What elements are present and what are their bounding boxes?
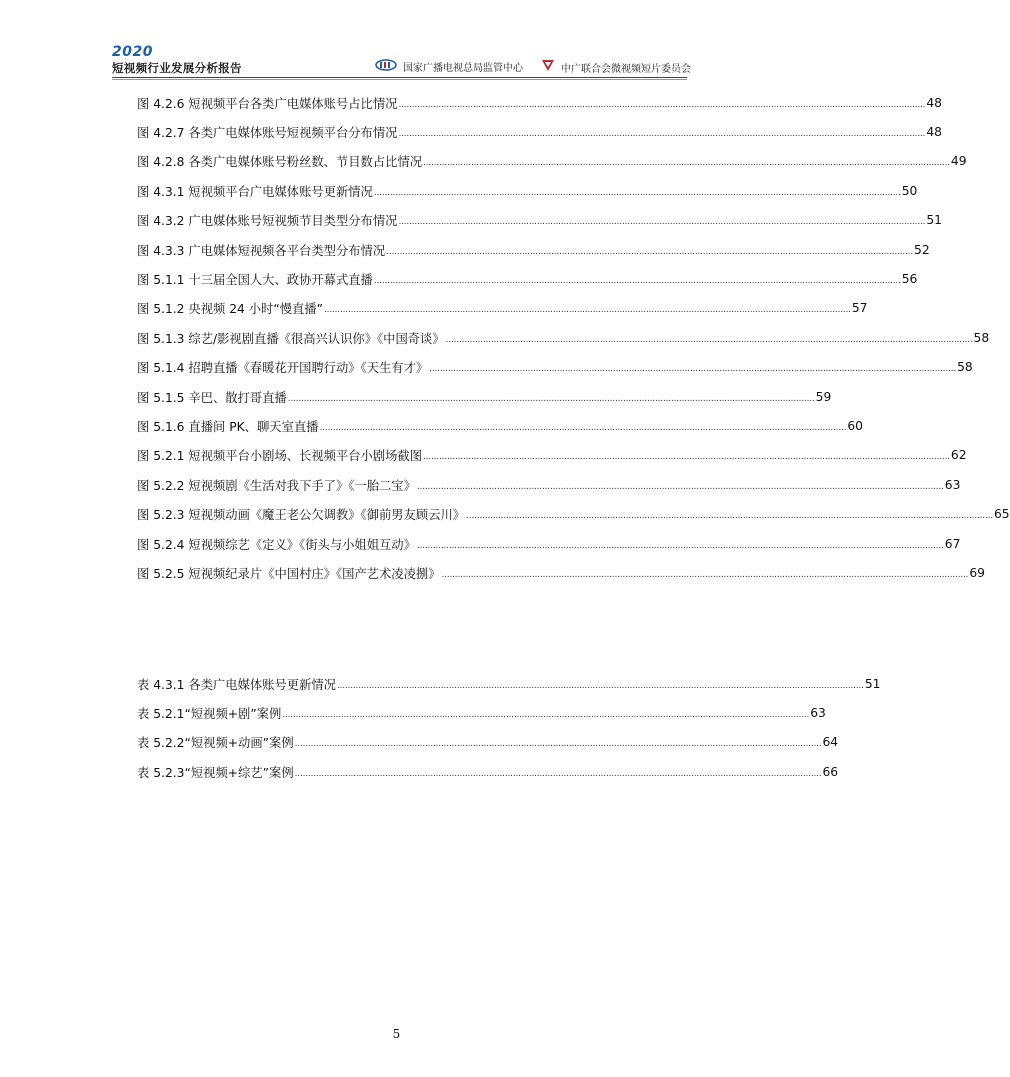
toc-leader: ...................................................................................................................................................................................................... xyxy=(336,680,864,691)
toc-entry-label: 图 5.2.4 短视频综艺《定义》《街头与小姐姐互动》 xyxy=(137,537,416,552)
header-rule xyxy=(112,77,687,78)
toc-leader: ...................................................................................................................................................................................................... xyxy=(282,710,810,721)
toc-entry[interactable] xyxy=(137,757,839,786)
toc-entry[interactable] xyxy=(137,353,973,382)
toc-entry[interactable] xyxy=(137,499,1010,528)
toc-entry-label: 图 4.2.7 各类广电媒体账号短视频平台分布情况 xyxy=(137,126,398,141)
org-left-name: 国家广播电视总局监管中心 xyxy=(403,63,523,74)
toc-entry-label: 图 4.2.8 各类广电媒体账号粉丝数、节目数占比情况 xyxy=(137,155,423,170)
toc-leader: ...................................................................................................................................................................................................... xyxy=(398,129,926,140)
toc-entry-page: 60 xyxy=(847,418,863,433)
header-rule-thin xyxy=(112,79,687,80)
report-title: 短视频行业发展分析报告 xyxy=(112,61,242,75)
toc-entry-page: 56 xyxy=(901,272,918,287)
toc-entry[interactable] xyxy=(137,117,942,146)
toc-entry-page: 48 xyxy=(926,125,942,140)
toc-entry-page: 50 xyxy=(901,183,918,198)
toc-entry-page: 51 xyxy=(864,676,881,691)
toc-leader: ...................................................................................................................................................................................................... xyxy=(423,158,950,169)
ncrtv-logo-icon xyxy=(375,59,397,74)
toc-entry-label: 图 5.1.6 直播间 PK、聊天室直播 xyxy=(137,419,319,434)
toc-entry-page: 63 xyxy=(944,477,961,492)
toc-entry[interactable] xyxy=(137,88,942,117)
page-header xyxy=(0,0,793,80)
toc-leader: ...................................................................................................................................................................................................... xyxy=(294,739,822,750)
toc-leader: ...................................................................................................................................................................................................... xyxy=(319,422,847,433)
toc-leader: ...................................................................................................................................................................................................... xyxy=(423,452,950,463)
toc-leader: ...................................................................................................................................................................................................... xyxy=(441,569,969,580)
toc-leader: ...................................................................................................................................................................................................... xyxy=(287,393,815,404)
toc-entry[interactable] xyxy=(137,206,942,235)
toc-entry-label: 表 4.3.1 各类广电媒体账号更新情况 xyxy=(137,677,336,692)
toc-entry-page: 58 xyxy=(973,330,990,345)
toc-entry-label: 图 5.2.3 短视频动画《魔王老公欠调教》《御前男友顾云川》 xyxy=(137,508,466,523)
toc-entry-page: 58 xyxy=(957,360,973,375)
toc-entry-label: 图 5.2.1 短视频平台小剧场、长视频平台小剧场截图 xyxy=(137,449,423,464)
toc-leader: ...................................................................................................................................................................................................... xyxy=(429,364,957,375)
toc-entry-page: 67 xyxy=(944,536,961,551)
toc-entry[interactable] xyxy=(137,382,832,411)
toc-entry-label: 表 5.2.2“短视频+动画”案例 xyxy=(137,736,294,751)
toc-entry[interactable] xyxy=(137,147,967,176)
toc-entry-label: 图 5.1.2 央视频 24 小时“慢直播” xyxy=(137,302,323,317)
page-number: 5 xyxy=(392,1027,401,1041)
org-right-name: 中广联合会微视频短片委员会 xyxy=(561,63,691,75)
toc-entry-label: 图 4.2.6 短视频平台各类广电媒体账号占比情况 xyxy=(137,96,398,111)
toc-leader: ...................................................................................................................................................................................................... xyxy=(324,305,851,316)
toc-entry[interactable] xyxy=(137,294,868,323)
toc-entry-label: 表 5.2.1“短视频+剧”案例 xyxy=(137,707,282,722)
toc-entry[interactable] xyxy=(137,176,918,205)
toc-leader: ...................................................................................................................................................................................................... xyxy=(373,187,901,198)
toc-entry[interactable] xyxy=(137,411,863,440)
toc-leader: ...................................................................................................................................................................................................... xyxy=(445,334,973,345)
toc-entry[interactable] xyxy=(137,728,839,757)
toc-leader: ...................................................................................................................................................................................................... xyxy=(386,246,914,257)
toc-leader: ...................................................................................................................................................................................................... xyxy=(466,511,993,522)
toc-entry-page: 63 xyxy=(810,706,826,721)
toc-entry-label: 图 5.1.3 综艺/影视剧直播《很高兴认识你》《中国奇谈》 xyxy=(137,331,445,346)
toc-leader: ...................................................................................................................................................................................................... xyxy=(373,276,901,287)
table-list xyxy=(137,669,881,787)
toc-leader: ...................................................................................................................................................................................................... xyxy=(416,540,944,551)
figure-list xyxy=(137,88,1010,588)
toc-entry-label: 图 5.1.5 辛巴、散打哥直播 xyxy=(137,390,287,405)
toc-entry[interactable] xyxy=(137,264,918,293)
toc-entry[interactable] xyxy=(137,441,967,470)
toc-entry[interactable] xyxy=(137,323,990,352)
toc-entry-page: 64 xyxy=(822,735,839,750)
toc-entry-label: 图 4.3.2 广电媒体账号短视频节目类型分布情况 xyxy=(137,214,398,229)
toc-entry[interactable] xyxy=(137,529,961,558)
toc-entry[interactable] xyxy=(137,470,961,499)
cava-logo-icon xyxy=(541,59,555,75)
org-left xyxy=(375,59,523,74)
toc-entry[interactable] xyxy=(137,235,930,264)
toc-entry-label: 图 4.3.1 短视频平台广电媒体账号更新情况 xyxy=(137,184,373,199)
toc-entry[interactable] xyxy=(137,669,881,698)
toc-entry-label: 表 5.2.3“短视频+综艺”案例 xyxy=(137,765,294,780)
toc-leader: ...................................................................................................................................................................................................... xyxy=(294,768,822,779)
toc-entry-page: 65 xyxy=(993,507,1010,522)
toc-leader: ...................................................................................................................................................................................................... xyxy=(398,217,926,228)
org-right xyxy=(541,59,691,75)
report-year: 2020 xyxy=(112,44,153,60)
toc-entry-label: 图 5.2.5 短视频纪录片《中国村庄》《国产艺术凌凌捌》 xyxy=(137,566,441,581)
toc-entry-label: 图 5.1.4 招聘直播《春暖花开国聘行动》《天生有才》 xyxy=(137,361,429,376)
toc-entry-label: 图 5.1.1 十三届全国人大、政协开幕式直播 xyxy=(137,273,373,288)
toc-entry-page: 59 xyxy=(815,389,832,404)
toc-entry-page: 66 xyxy=(822,764,839,779)
toc-leader: ...................................................................................................................................................................................................... xyxy=(416,481,944,492)
toc-entry-page: 49 xyxy=(950,154,967,169)
toc-entry-page: 48 xyxy=(926,95,942,110)
toc-entry-page: 69 xyxy=(969,565,986,580)
toc-leader: ...................................................................................................................................................................................................... xyxy=(398,99,926,110)
toc-entry[interactable] xyxy=(137,698,826,727)
toc-entry-label: 图 4.3.3 广电媒体短视频各平台类型分布情况 xyxy=(137,243,386,258)
toc-entry-page: 52 xyxy=(914,242,930,257)
toc-entry[interactable] xyxy=(137,558,986,587)
toc-entry-page: 57 xyxy=(851,301,868,316)
toc-entry-page: 62 xyxy=(950,448,967,463)
toc-entry-page: 51 xyxy=(926,213,942,228)
toc-entry-label: 图 5.2.2 短视频剧《生活对我下手了》《一胎二宝》 xyxy=(137,478,416,493)
